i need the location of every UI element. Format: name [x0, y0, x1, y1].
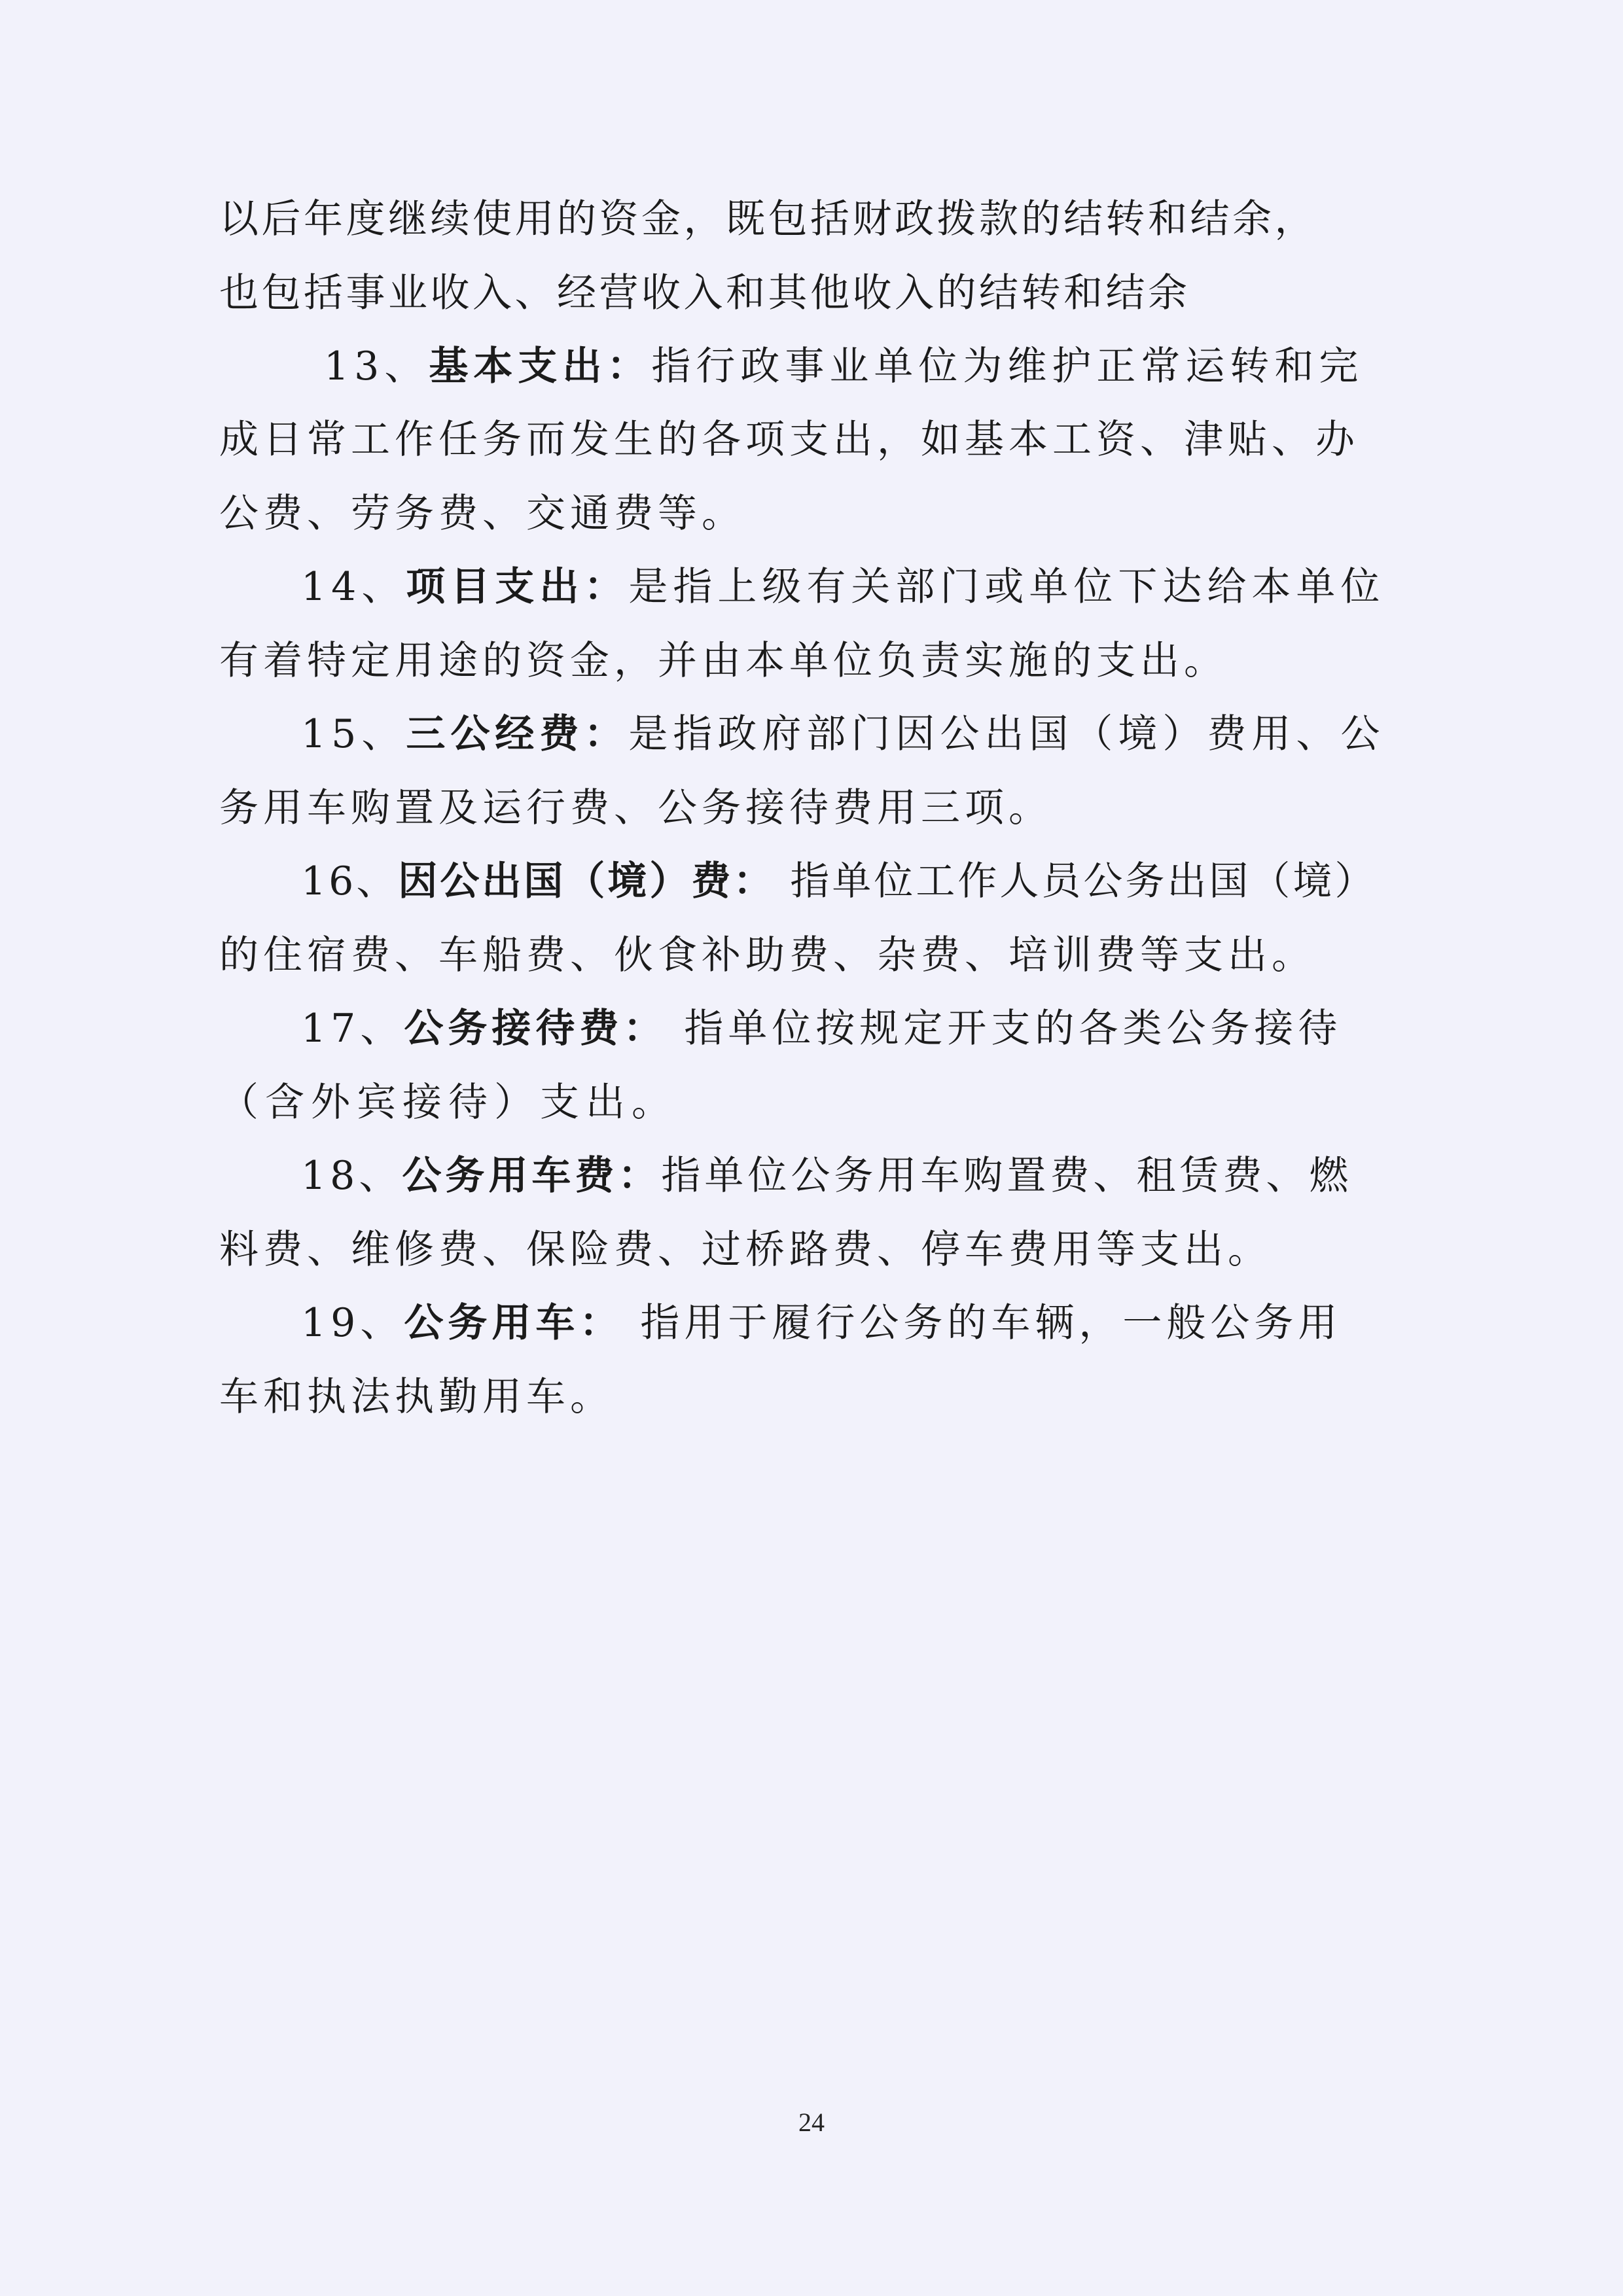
text-line [219, 414, 1359, 466]
term-label: 因公出国（境）费： [398, 858, 776, 904]
line-text: 指单位公务用车购置费、租赁费、燃 [661, 1153, 1353, 1199]
term-label: 公务用车： [404, 1300, 624, 1346]
line-text: 务用车购置及运行费、公务接待费用三项。 [219, 785, 1052, 831]
text-line [219, 1076, 677, 1129]
line-text: 是指上级有关部门或单位下达给本单位 [628, 564, 1385, 610]
text-line [219, 193, 1317, 245]
line-text: （含外宾接待）支出。 [219, 1080, 677, 1125]
item-number: 13、 [324, 344, 429, 389]
line-text: 也包括事业收入、经营收入和其他收入的结转和结余 [219, 270, 1190, 316]
line-text: 料费、维修费、保险费、过桥路费、停车费用等支出。 [219, 1227, 1272, 1273]
line-text: 公费、劳务费、交通费等。 [219, 491, 745, 537]
term-label: 公务接待费： [404, 1006, 668, 1051]
text-line [219, 929, 1315, 981]
term-label: 项目支出： [406, 564, 629, 610]
item-number: 18、 [301, 1153, 402, 1199]
line-text: 指单位工作人员公务出国（境） [775, 858, 1377, 904]
text-line [219, 267, 1190, 319]
definition-18 [301, 1150, 1352, 1202]
line-text: 成日常工作任务而发生的各项支出，如基本工资、津贴、办 [219, 417, 1359, 463]
item-number: 19、 [301, 1300, 404, 1346]
item-number: 14、 [301, 564, 406, 610]
text-line [219, 487, 745, 540]
page-number: 24 [798, 2108, 825, 2137]
definition-13 [324, 340, 1363, 393]
line-text: 是指政府部门因公出国（境）费用、公 [628, 711, 1385, 757]
term-label: 基本支出： [429, 344, 652, 389]
item-number: 17、 [301, 1006, 404, 1051]
definition-19 [301, 1297, 1342, 1349]
item-number: 16、 [301, 858, 399, 904]
definition-16 [301, 855, 1376, 908]
item-number: 15、 [301, 711, 406, 757]
line-text: 指用于履行公务的车辆，一般公务用 [623, 1300, 1342, 1346]
text-line [219, 1371, 614, 1423]
line-text: 以后年度继续使用的资金，既包括财政拨款的结转和结余， [219, 196, 1317, 242]
text-line [219, 635, 1228, 687]
line-text: 指行政事业单位为维护正常运转和完 [651, 344, 1364, 389]
line-text: 指单位按规定开支的各类公务接待 [667, 1006, 1342, 1051]
definition-15 [301, 708, 1385, 760]
line-text: 有着特定用途的资金，并由本单位负责实施的支出。 [219, 638, 1228, 684]
term-label: 公务用车费： [402, 1153, 662, 1199]
text-line [219, 1224, 1272, 1276]
text-line [219, 782, 1052, 834]
definition-17 [301, 1002, 1342, 1055]
line-text: 的住宿费、车船费、伙食补助费、杂费、培训费等支出。 [219, 932, 1315, 978]
definition-14 [301, 561, 1385, 613]
line-text: 车和执法执勤用车。 [219, 1374, 614, 1420]
term-label: 三公经费： [406, 711, 629, 757]
